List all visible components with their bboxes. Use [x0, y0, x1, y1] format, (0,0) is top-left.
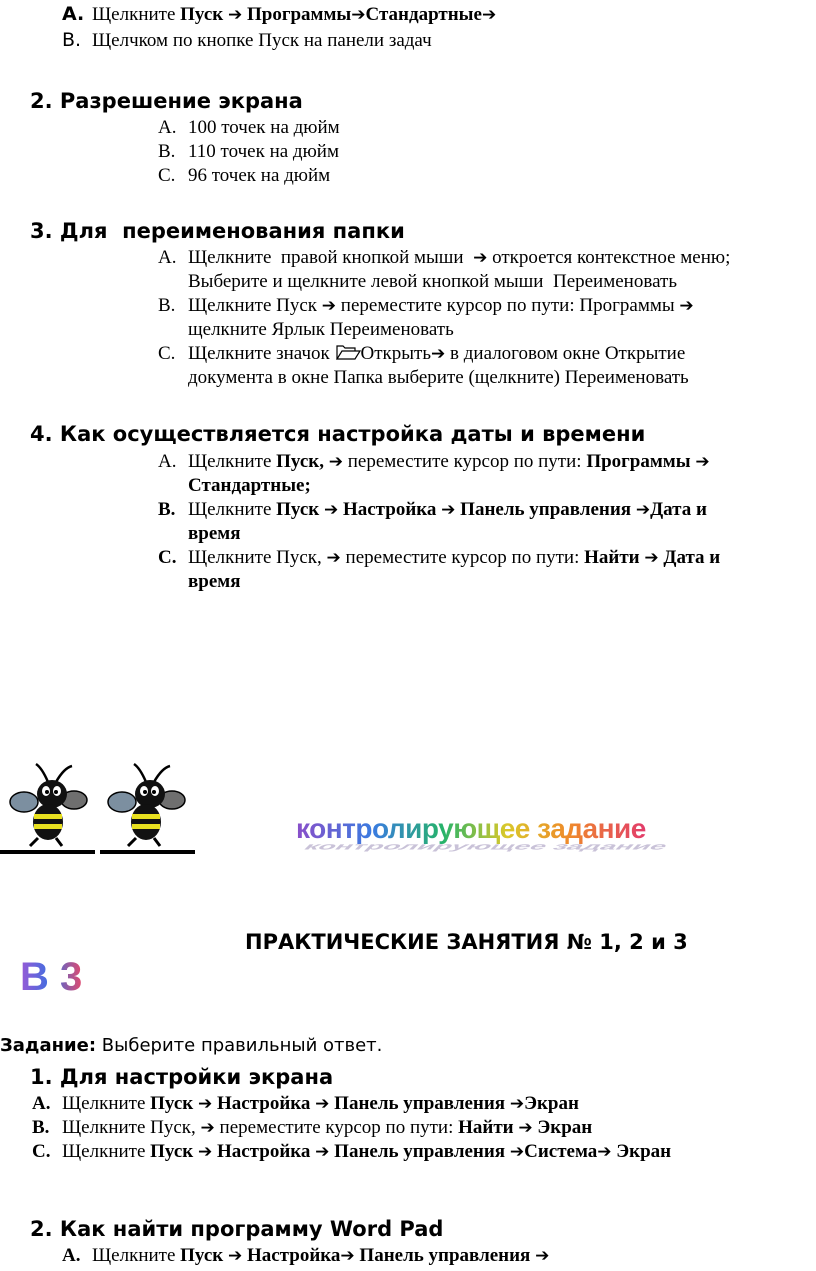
- arrow-icon: ➔: [635, 500, 651, 520]
- variant-wordart: В 3: [20, 955, 83, 999]
- arrow-icon: ➔: [509, 1094, 525, 1114]
- question-4-heading: 4. Как осуществляется настройка даты и времени: [30, 422, 646, 446]
- q2-option-a: A. 100 точек на дюйм: [158, 117, 340, 138]
- divider-line: [0, 850, 95, 854]
- task-line: Задание: Выберите правильный ответ.: [0, 1035, 383, 1056]
- arrow-icon: ➔: [351, 5, 366, 25]
- wordart-shadow: контролирующее задание: [300, 840, 673, 852]
- arrow-icon: ➔: [321, 296, 337, 316]
- practice-title: ПРАКТИЧЕСКИЕ ЗАНЯТИЯ № 1, 2 и 3: [245, 930, 688, 954]
- q4-option-c: C. Щелкните Пуск, ➔ переместите курсор по пути: Найти ➔ Дата и: [158, 547, 721, 568]
- p2-option-a: A. Щелкните Пуск ➔ Настройка➔ Панель управления ➔: [62, 1245, 550, 1266]
- open-folder-icon: [335, 343, 361, 361]
- q4-option-b-line2: время: [188, 523, 241, 544]
- arrow-icon: ➔: [518, 1118, 533, 1138]
- task-label: Задание:: [0, 1035, 97, 1056]
- q3-option-a: A. Щелкните правой кнопкой мыши ➔ откроется контекстное меню;: [158, 247, 731, 268]
- arrow-icon: ➔: [197, 1142, 213, 1162]
- q3-option-b: B. Щелкните Пуск ➔ переместите курсор по пути: Программы ➔: [158, 295, 694, 316]
- q3-option-a-line2: Выберите и щелкните левой кнопкой мыши Переименовать: [188, 271, 677, 292]
- arrow-icon: ➔: [227, 5, 243, 25]
- p1-option-c: C. Щелкните Пуск ➔ Настройка ➔ Панель управления ➔Система➔ Экран: [32, 1141, 672, 1162]
- arrow-icon: ➔: [431, 344, 446, 364]
- p1-option-b: B. Щелкните Пуск, ➔ переместите курсор по пути: Найти ➔ Экран: [32, 1117, 593, 1138]
- bee-icon: [106, 760, 190, 848]
- arrow-icon: ➔: [509, 1142, 525, 1162]
- practice-question-2-heading: 2. Как найти программу Word Pad: [30, 1217, 444, 1241]
- arrow-icon: ➔: [535, 1246, 550, 1266]
- q4-option-c-line2: время: [188, 571, 241, 592]
- arrow-icon: ➔: [328, 452, 343, 472]
- arrow-icon: ➔: [200, 1118, 215, 1138]
- question-2-heading: 2. Разрешение экрана: [30, 89, 303, 113]
- arrow-icon: ➔: [441, 500, 456, 520]
- divider-line: [100, 850, 195, 854]
- arrow-icon: ➔: [679, 296, 694, 316]
- top-item-a: A. Щелкните Пуск ➔ Программы➔Стандартные➔: [62, 3, 497, 25]
- arrow-icon: ➔: [644, 548, 659, 568]
- item-letter: A.: [62, 3, 85, 25]
- q4-option-b: B. Щелкните Пуск ➔ Настройка ➔ Панель управления ➔Дата и: [158, 499, 707, 520]
- q2-option-c: C. 96 точек на дюйм: [158, 165, 331, 186]
- arrow-icon: ➔: [315, 1094, 330, 1114]
- arrow-icon: ➔: [695, 452, 710, 472]
- bee-icon: [8, 760, 92, 848]
- arrow-icon: ➔: [340, 1246, 355, 1266]
- arrow-icon: ➔: [473, 248, 488, 268]
- q4-option-a: A. Щелкните Пуск, ➔ переместите курсор по пути: Программы ➔: [158, 451, 710, 472]
- item-letter: B.: [62, 29, 82, 51]
- q4-option-a-line2: Стандартные;: [188, 475, 311, 496]
- control-task-wordart: контролирующее задание: [296, 813, 646, 844]
- top-item-b: B. Щелчком по кнопке Пуск на панели задач: [62, 29, 432, 51]
- arrow-icon: ➔: [315, 1142, 330, 1162]
- q3-option-c-line2: документа в окне Папка выберите (щелкните) Переименовать: [188, 367, 689, 388]
- arrow-icon: ➔: [326, 548, 341, 568]
- practice-question-1-heading: 1. Для настройки экрана: [30, 1065, 334, 1089]
- q3-option-b-line2: щелкните Ярлык Переименовать: [188, 319, 454, 340]
- q2-option-b: B. 110 точек на дюйм: [158, 141, 339, 162]
- q3-option-c: C. Щелкните значок Открыть➔ в диалоговом окне Открытие: [158, 343, 686, 364]
- arrow-icon: ➔: [597, 1142, 612, 1162]
- p1-option-a: A. Щелкните Пуск ➔ Настройка ➔ Панель управления ➔Экран: [32, 1093, 579, 1114]
- arrow-icon: ➔: [227, 1246, 243, 1266]
- arrow-icon: ➔: [197, 1094, 213, 1114]
- question-3-heading: 3. Для переименования папки: [30, 219, 405, 243]
- arrow-icon: ➔: [481, 5, 497, 25]
- arrow-icon: ➔: [323, 500, 339, 520]
